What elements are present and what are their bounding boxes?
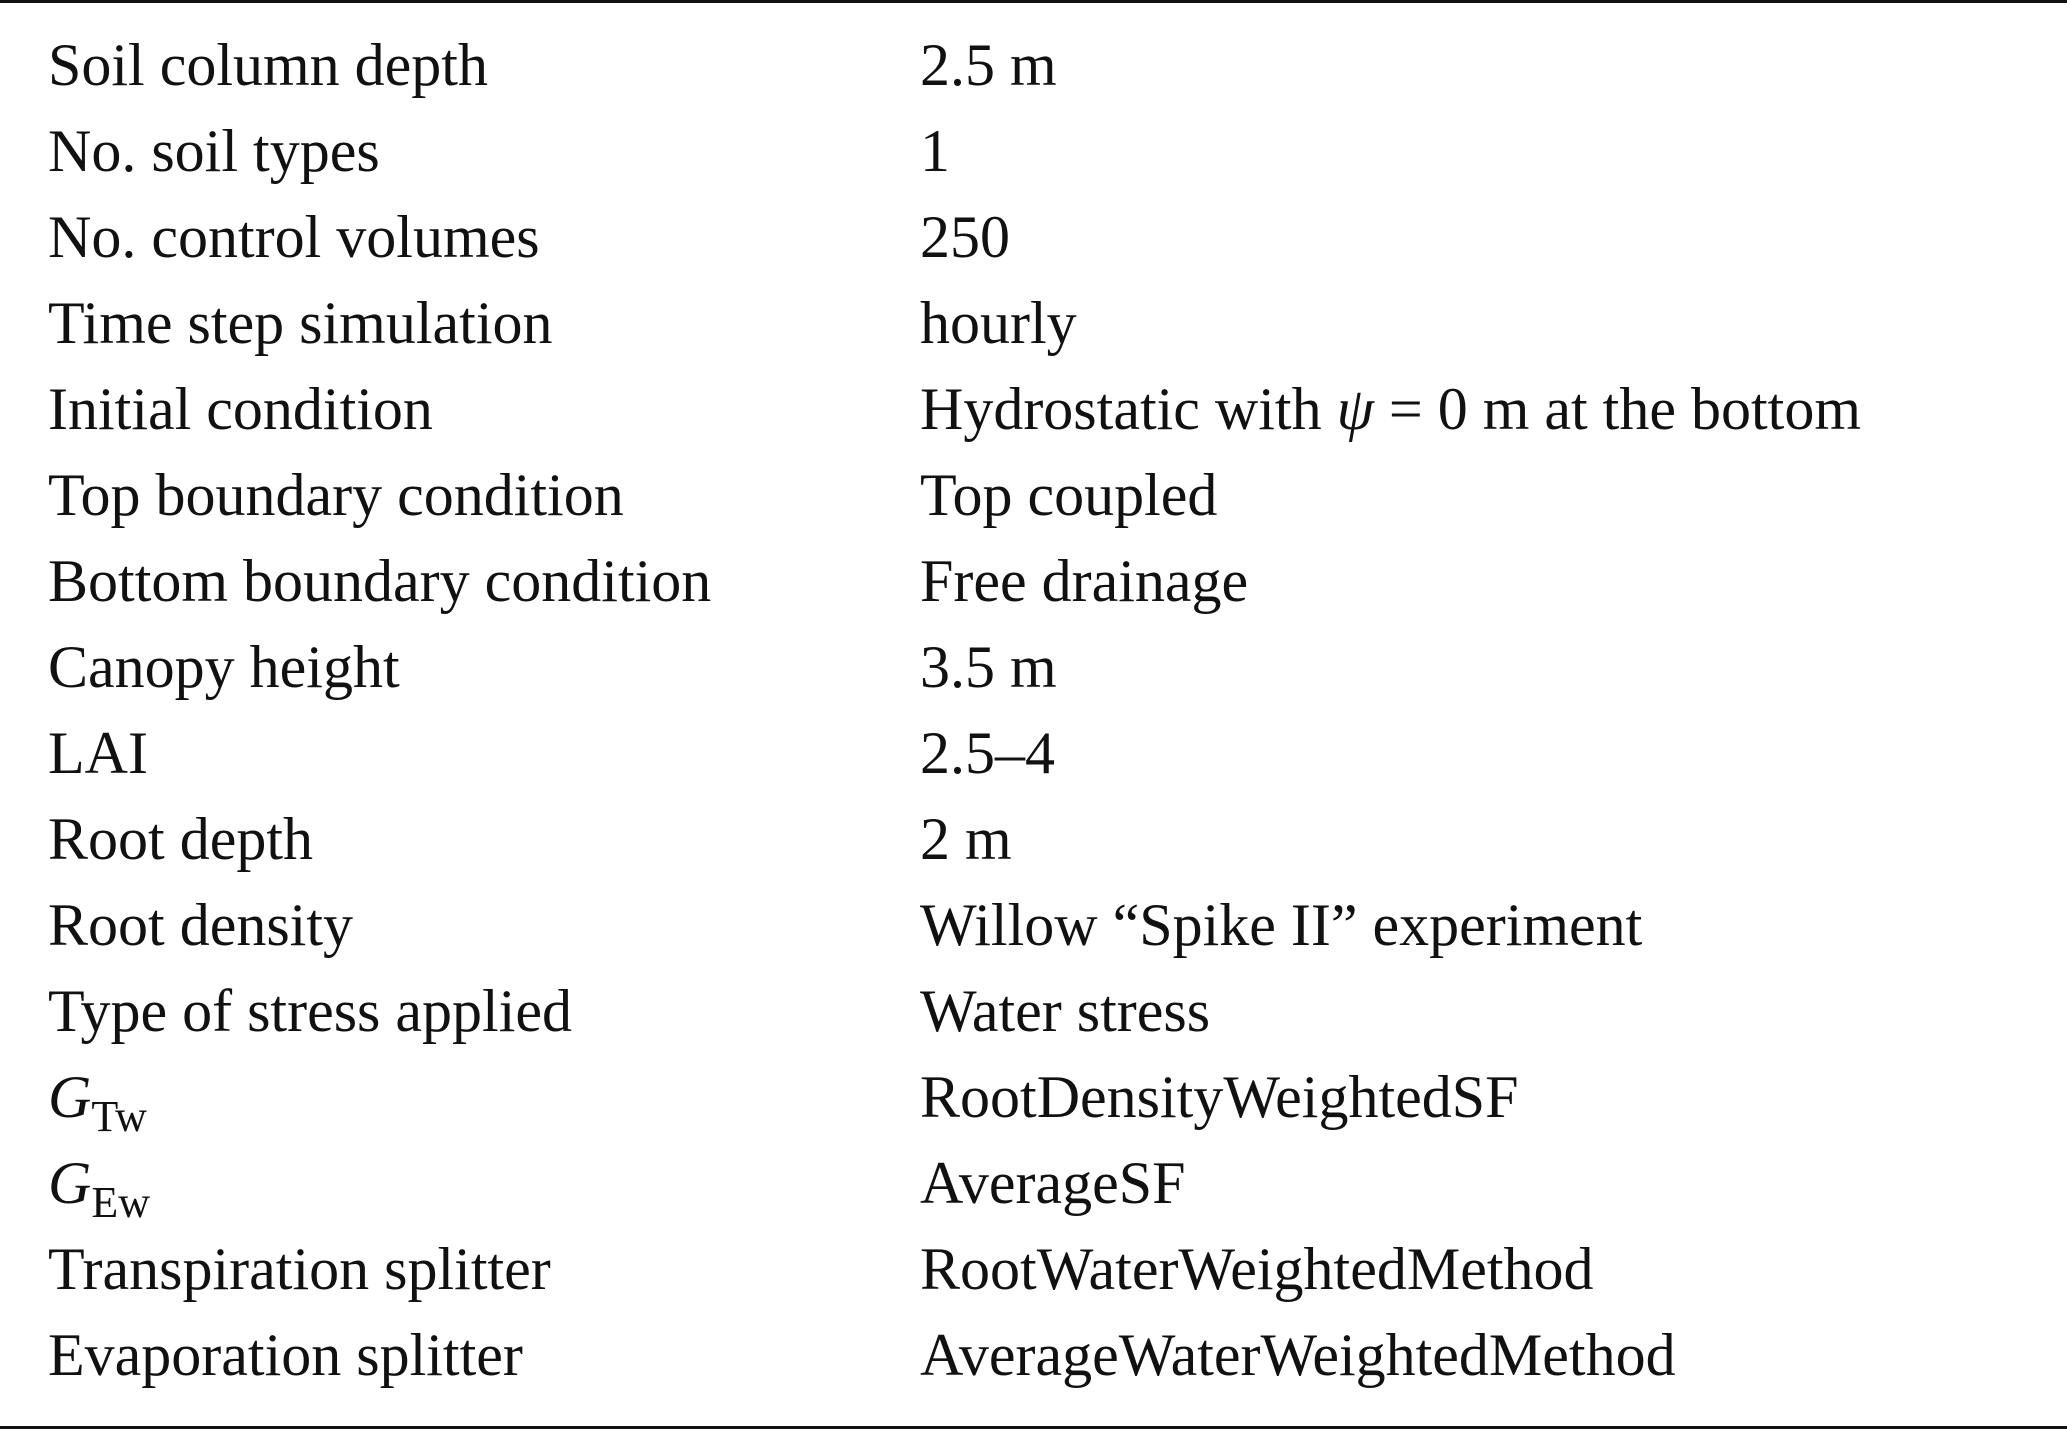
row-value: 2.5–4 [920, 720, 1055, 786]
row-value: Top coupled [920, 462, 1218, 528]
table-row [0, 194, 2067, 280]
g-subscript: Tw [91, 1092, 147, 1141]
row-value: hourly [920, 290, 1077, 356]
g-symbol: G [48, 1064, 92, 1130]
table-row [0, 624, 2067, 710]
row-label: Soil column depth [48, 32, 488, 98]
table-row [0, 22, 2067, 108]
table-row [0, 1054, 2067, 1140]
row-label: LAI [48, 720, 148, 786]
row-label: No. control volumes [48, 204, 540, 270]
table-row [0, 538, 2067, 624]
row-value: Free drainage [920, 548, 1249, 614]
row-label: Transpiration splitter [48, 1236, 551, 1302]
row-label: Initial condition [48, 376, 433, 442]
table-row [0, 108, 2067, 194]
row-label: Root density [48, 892, 354, 958]
table-row [0, 1312, 2067, 1398]
row-label: Root depth [48, 806, 313, 872]
top-rule [0, 0, 2067, 3]
row-label [48, 1054, 147, 1140]
row-value: 2.5 m [920, 32, 1057, 98]
row-value: Willow “Spike II” experiment [920, 892, 1643, 958]
table-row [0, 1140, 2067, 1226]
row-value: 1 [920, 118, 950, 184]
row-label: Time step simulation [48, 290, 553, 356]
table-row [0, 968, 2067, 1054]
table-row [0, 366, 2067, 452]
row-value: AverageWaterWeightedMethod [920, 1322, 1676, 1388]
row-label: Canopy height [48, 634, 400, 700]
row-label: No. soil types [48, 118, 380, 184]
value-text-post: = 0 m at the bottom [1373, 376, 1861, 442]
row-value: RootWaterWeightedMethod [920, 1236, 1594, 1302]
row-value: 2 m [920, 806, 1012, 872]
row-value: Water stress [920, 978, 1211, 1044]
table-row [0, 1226, 2067, 1312]
row-label [48, 1140, 150, 1226]
row-label: Top boundary condition [48, 462, 624, 528]
row-label: Type of stress applied [48, 978, 573, 1044]
bottom-rule [0, 1426, 2067, 1429]
psi-symbol: ψ [1336, 376, 1374, 442]
row-label: Bottom boundary condition [48, 548, 712, 614]
table-row [0, 710, 2067, 796]
row-value: RootDensityWeightedSF [920, 1064, 1519, 1130]
table-row [0, 280, 2067, 366]
value-text-pre: Hydrostatic with [920, 376, 1337, 442]
g-subscript: Ew [91, 1178, 150, 1227]
row-value [920, 366, 1861, 452]
row-value: 250 [920, 204, 1010, 270]
row-label: Evaporation splitter [48, 1322, 523, 1388]
table-row [0, 882, 2067, 968]
table-row [0, 452, 2067, 538]
g-symbol: G [48, 1150, 92, 1216]
row-value: 3.5 m [920, 634, 1057, 700]
table-row [0, 796, 2067, 882]
row-value: AverageSF [920, 1150, 1186, 1216]
